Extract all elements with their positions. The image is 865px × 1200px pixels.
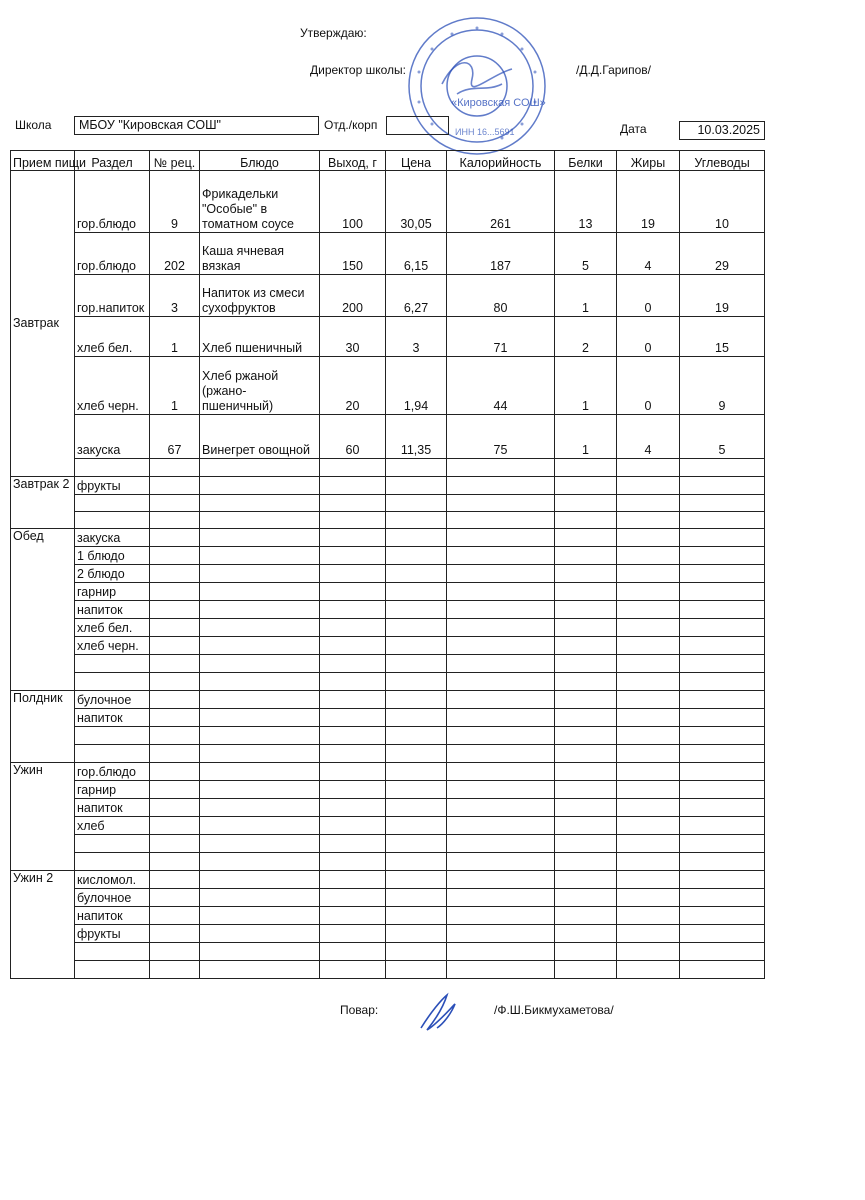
- cell-yield: 20: [320, 357, 386, 415]
- col-dish: Блюдо: [200, 151, 320, 171]
- cell-yield: 60: [320, 415, 386, 459]
- cell-kcal: 187: [447, 233, 555, 275]
- cell-section: булочное: [75, 691, 150, 709]
- cell-fat: 0: [617, 317, 680, 357]
- cell-section: хлеб бел.: [75, 317, 150, 357]
- cell-fat: 4: [617, 233, 680, 275]
- cell-section: 1 блюдо: [75, 547, 150, 565]
- table-row: [11, 799, 765, 817]
- col-meal: Прием пищи: [11, 151, 75, 171]
- cell-dish: Винегрет овощной: [200, 415, 320, 459]
- table-row: [11, 871, 765, 889]
- table-row: [11, 619, 765, 637]
- cell-kcal: 71: [447, 317, 555, 357]
- cell-dish: Хлеб пшеничный: [200, 317, 320, 357]
- table-row: [11, 529, 765, 547]
- cell-price: 1,94: [386, 357, 447, 415]
- cell-section: закуска: [75, 529, 150, 547]
- table-row: [11, 961, 765, 979]
- cell-yield: 200: [320, 275, 386, 317]
- cell-price: 6,27: [386, 275, 447, 317]
- cell-section: гор.блюдо: [75, 233, 150, 275]
- col-yield: Выход, г: [320, 151, 386, 171]
- cell-kcal: 80: [447, 275, 555, 317]
- table-row: [11, 745, 765, 763]
- dept-label: Отд./корп: [324, 118, 378, 132]
- cell-section: булочное: [75, 889, 150, 907]
- cell-price: 11,35: [386, 415, 447, 459]
- meal-lunch: Обед: [11, 529, 75, 691]
- cell-section: хлеб: [75, 817, 150, 835]
- table-row: [11, 601, 765, 619]
- col-protein: Белки: [555, 151, 617, 171]
- col-recipe: № рец.: [150, 151, 200, 171]
- table-row: [11, 317, 765, 357]
- table-row: [11, 357, 765, 415]
- meal-snack: Полдник: [11, 691, 75, 763]
- cell-protein: 5: [555, 233, 617, 275]
- cell-fat: 19: [617, 171, 680, 233]
- school-label: Школа: [15, 118, 52, 132]
- cell-protein: 13: [555, 171, 617, 233]
- cell-recipe: 67: [150, 415, 200, 459]
- date-field: 10.03.2025: [679, 121, 765, 140]
- cell-recipe: 202: [150, 233, 200, 275]
- table-row: [11, 835, 765, 853]
- cell-dish: Каша ячневая вязкая: [200, 233, 320, 275]
- cell-carbs: 15: [680, 317, 765, 357]
- table-row: [11, 275, 765, 317]
- cell-section: кисломол.: [75, 871, 150, 889]
- table-row: [11, 925, 765, 943]
- cell-kcal: 261: [447, 171, 555, 233]
- table-row: [11, 477, 765, 495]
- school-field: МБОУ "Кировская СОШ": [74, 116, 319, 135]
- cell-section: гарнир: [75, 583, 150, 601]
- cell-price: 3: [386, 317, 447, 357]
- meal-breakfast2: Завтрак 2: [11, 477, 75, 529]
- cell-recipe: 9: [150, 171, 200, 233]
- cook-label: Повар:: [340, 1003, 379, 1017]
- cell-section: напиток: [75, 799, 150, 817]
- cell-carbs: 9: [680, 357, 765, 415]
- cell-protein: 1: [555, 415, 617, 459]
- col-section: Раздел: [75, 151, 150, 171]
- approve-label: Утверждаю:: [300, 26, 367, 40]
- menu-table: [10, 150, 765, 979]
- table-row: [11, 907, 765, 925]
- cell-section: гор.блюдо: [75, 171, 150, 233]
- cell-protein: 2: [555, 317, 617, 357]
- meal-breakfast: Завтрак: [11, 171, 75, 477]
- cook-signature: [413, 990, 463, 1035]
- cell-fat: 4: [617, 415, 680, 459]
- cell-protein: 1: [555, 357, 617, 415]
- cell-yield: 150: [320, 233, 386, 275]
- table-row: [11, 495, 765, 512]
- director-name: /Д.Д.Гарипов/: [576, 63, 652, 77]
- table-row: [11, 853, 765, 871]
- table-row: [11, 512, 765, 529]
- table-row: [11, 817, 765, 835]
- seal-center-text: «Кировская СОШ»: [451, 97, 546, 109]
- seal-inn-text: ИНН 16...5691: [455, 127, 515, 137]
- table-row: [11, 709, 765, 727]
- cell-dish: Фрикадельки "Особые" в томатном соусе: [200, 171, 320, 233]
- table-row: [11, 727, 765, 745]
- cell-carbs: 5: [680, 415, 765, 459]
- meal-dinner2: Ужин 2: [11, 871, 75, 979]
- cell-section: хлеб черн.: [75, 357, 150, 415]
- cell-section: гор.напиток: [75, 275, 150, 317]
- cell-dish: Хлеб ржаной (ржано-пшеничный): [200, 357, 320, 415]
- cell-section: хлеб черн.: [75, 637, 150, 655]
- cell-fat: 0: [617, 357, 680, 415]
- cell-kcal: 75: [447, 415, 555, 459]
- cell-section: 2 блюдо: [75, 565, 150, 583]
- table-row: [11, 889, 765, 907]
- table-row: [11, 459, 765, 477]
- cell-recipe: 1: [150, 317, 200, 357]
- table-row: [11, 637, 765, 655]
- table-row: [11, 171, 765, 233]
- header-row: [11, 151, 765, 171]
- cell-section: гарнир: [75, 781, 150, 799]
- date-label: Дата: [620, 122, 647, 136]
- dept-field: [386, 116, 449, 135]
- col-fat: Жиры: [617, 151, 680, 171]
- col-kcal: Калорийность: [447, 151, 555, 171]
- cell-carbs: 29: [680, 233, 765, 275]
- cell-carbs: 19: [680, 275, 765, 317]
- cell-price: 6,15: [386, 233, 447, 275]
- cell-section: напиток: [75, 907, 150, 925]
- table-row: [11, 673, 765, 691]
- table-row: [11, 233, 765, 275]
- cell-yield: 30: [320, 317, 386, 357]
- cell-section: напиток: [75, 601, 150, 619]
- cell-section: напиток: [75, 709, 150, 727]
- table-row: [11, 691, 765, 709]
- cell-section: хлеб бел.: [75, 619, 150, 637]
- table-row: [11, 583, 765, 601]
- cell-protein: 1: [555, 275, 617, 317]
- table-row: [11, 763, 765, 781]
- cell-section: закуска: [75, 415, 150, 459]
- table-row: [11, 943, 765, 961]
- school-seal: [402, 14, 552, 159]
- table-row: [11, 415, 765, 459]
- cell-recipe: 3: [150, 275, 200, 317]
- cell-fat: 0: [617, 275, 680, 317]
- table-row: [11, 547, 765, 565]
- cell-carbs: 10: [680, 171, 765, 233]
- cell-kcal: 44: [447, 357, 555, 415]
- table-row: [11, 655, 765, 673]
- cell-section: фрукты: [75, 925, 150, 943]
- cell-price: 30,05: [386, 171, 447, 233]
- cell-recipe: 1: [150, 357, 200, 415]
- col-price: Цена: [386, 151, 447, 171]
- col-carbs: Углеводы: [680, 151, 765, 171]
- cell-yield: 100: [320, 171, 386, 233]
- table-row: [11, 781, 765, 799]
- meal-dinner: Ужин: [11, 763, 75, 871]
- cell-section: фрукты: [75, 477, 150, 495]
- table-row: [11, 565, 765, 583]
- cell-section: гор.блюдо: [75, 763, 150, 781]
- cook-name: /Ф.Ш.Бикмухаметова/: [494, 1003, 614, 1017]
- director-label: Директор школы:: [310, 63, 406, 77]
- cell-dish: Напиток из смеси сухофруктов: [200, 275, 320, 317]
